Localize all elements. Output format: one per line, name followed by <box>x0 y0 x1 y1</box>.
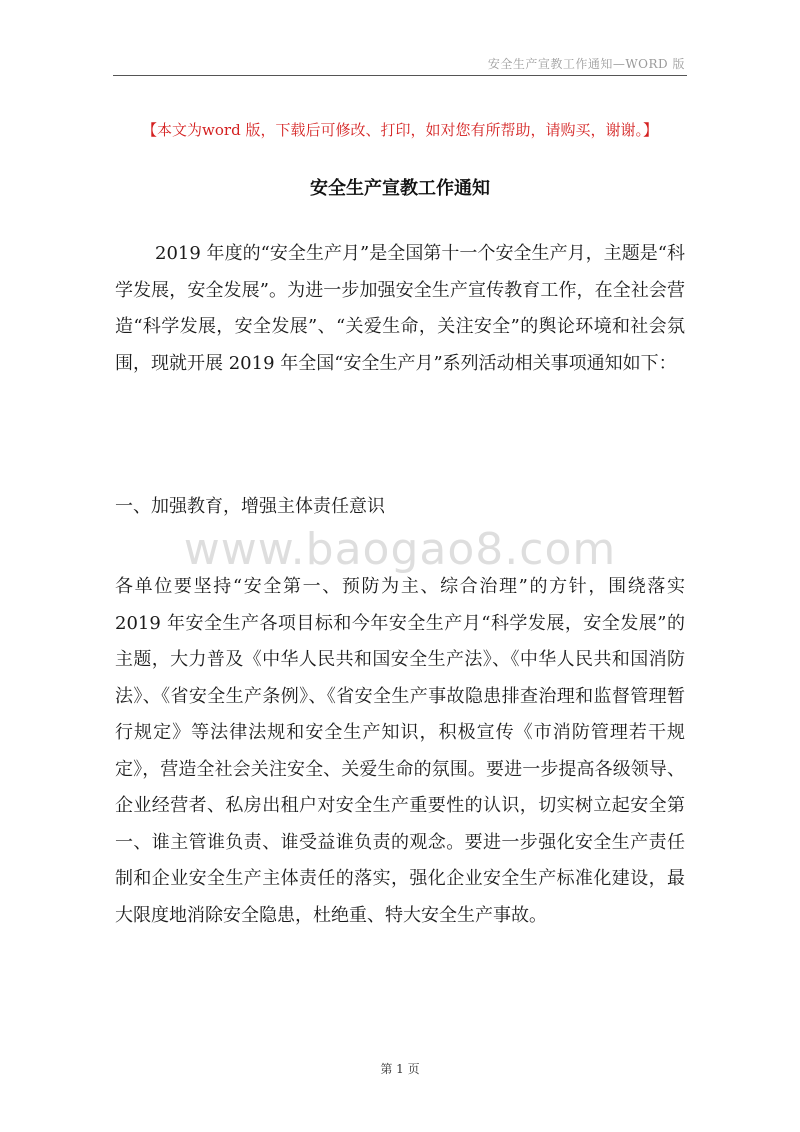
intro-paragraph: 2019 年度的“安全生产月”是全国第十一个安全生产月，主题是“科学发展，安全发展”。为进一步加强安全生产宣传教育工作，在全社会营造“科学发展，安全发展”、“关爱生命，关注安全”的舆论环境和社会氛围，现就开展 2019 年全国“安全生产月”系列活动相关事项通知如下： <box>115 243 685 374</box>
section-1-paragraph: 各单位要坚持“安全第一、预防为主、综合治理”的方针，围绕落实 2019 年安全生产各项目标和今年安全生产月“科学发展，安全发展”的主题，大力普及《中华人民共和国安全生产法》、《中华人民共和国消防法》、《省安全生产条例》、《省安全生产事故隐患排查治理和监督管理暂行规定》等法律法规和安全生产知识，积极宣传《市消防管理若干规定》，营造全社会关注安全、关爱生命的氛围。要进一步提高各级领导、企业经营者、私房出租户对安全生产重要性的认识，切实树立起安全第一、谁主管谁负责、谁受益谁负责的观念。要进一步强化安全生产责任制和企业安全生产主体责任的落实，强化企业安全生产标准化建设，最大限度地消除安全隐患，杜绝重、特大安全生产事故。 <box>115 576 685 926</box>
watermark: www.baogao8.com <box>183 524 617 575</box>
section-heading-1: 一、加强教育，增强主体责任意识 <box>115 496 385 517</box>
page-number: 第 1 页 <box>380 1062 420 1076</box>
running-header: 安全生产宣教工作通知—WORD 版 <box>487 57 685 71</box>
download-notice: 【本文为word 版，下载后可修改、打印，如对您有所帮助，请购买，谢谢。】 <box>142 121 658 139</box>
header-divider <box>113 75 687 76</box>
document-title: 安全生产宣教工作通知 <box>310 178 490 199</box>
